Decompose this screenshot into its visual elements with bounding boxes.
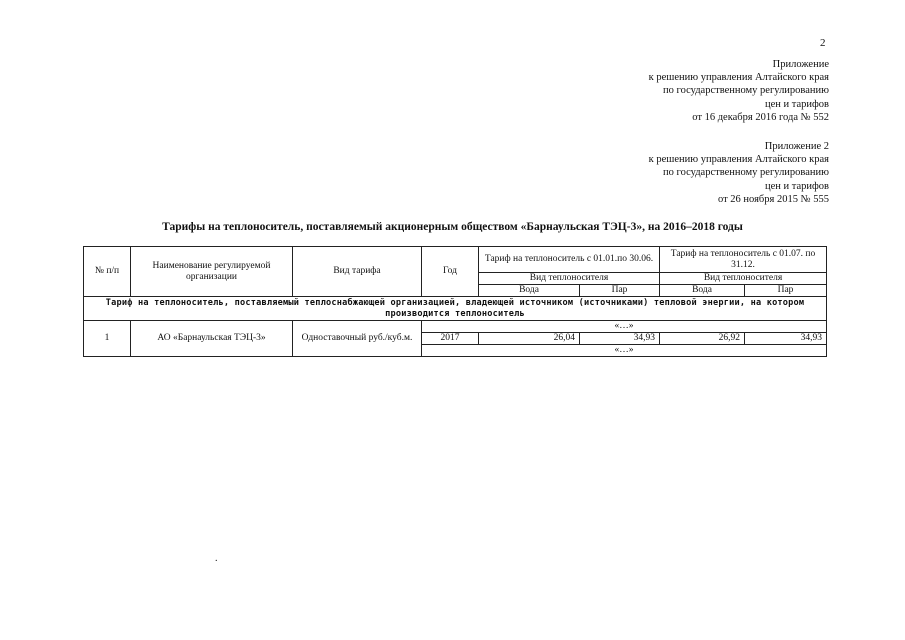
header-num: № п/п bbox=[84, 247, 131, 297]
approval-2-line: цен и тарифов bbox=[764, 180, 829, 192]
approval-1-line: к решению управления Алтайского края bbox=[648, 72, 829, 84]
row-tariff-type: Одноставочный руб./куб.м. bbox=[293, 321, 422, 357]
section-title: Тариф на теплоноситель, поставляемый теплоснабжающей организацией, владеющей источником (источниками) тепловой энергии, на котором производится теплоноситель bbox=[84, 297, 827, 321]
approval-2-line: по государственному регулированию bbox=[663, 167, 829, 179]
row-water-h2: 26,92 bbox=[660, 333, 745, 345]
tariff-table bbox=[83, 246, 827, 357]
page-number: 2 bbox=[820, 37, 826, 49]
approval-1-line: от 16 декабря 2016 года № 552 bbox=[692, 111, 829, 123]
row-ellipsis-bottom: «…» bbox=[422, 345, 827, 357]
header-water-2: Вода bbox=[660, 285, 745, 297]
header-period-2: Тариф на теплоноситель с 01.07. по 31.12. bbox=[660, 247, 827, 273]
header-org-name: Наименование регулируемой организации bbox=[131, 247, 293, 297]
row-steam-h1: 34,93 bbox=[580, 333, 660, 345]
document-title: Тарифы на теплоноситель, поставляемый акционерным обществом «Барнаульская ТЭЦ-3», на 2016–2018 годы bbox=[162, 221, 743, 233]
header-carrier-type-1: Вид теплоносителя bbox=[479, 273, 660, 285]
row-org-name: АО «Барнаульская ТЭЦ-3» bbox=[131, 321, 293, 357]
row-num: 1 bbox=[84, 321, 131, 357]
row-water-h1: 26,04 bbox=[479, 333, 580, 345]
header-steam-2: Пар bbox=[745, 285, 827, 297]
header-year: Год bbox=[422, 247, 479, 297]
approval-1-line: цен и тарифов bbox=[764, 98, 829, 110]
approval-1-line: Приложение bbox=[772, 59, 829, 70]
stray-mark: . bbox=[215, 553, 218, 564]
approval-block-2 bbox=[649, 140, 829, 206]
header-tariff-type: Вид тарифа bbox=[293, 247, 422, 297]
approval-block-1 bbox=[649, 58, 829, 124]
approval-2-line: Приложение 2 bbox=[764, 141, 829, 152]
row-steam-h2: 34,93 bbox=[745, 333, 827, 345]
header-carrier-type-2: Вид теплоносителя bbox=[660, 273, 827, 285]
row-ellipsis-top: «…» bbox=[422, 321, 827, 333]
header-period-1: Тариф на теплоноситель с 01.01.по 30.06. bbox=[479, 247, 660, 273]
header-water-1: Вода bbox=[479, 285, 580, 297]
approval-1-line: по государственному регулированию bbox=[663, 85, 829, 97]
approval-2-line: от 26 ноября 2015 № 555 bbox=[717, 193, 829, 205]
row-year: 2017 bbox=[422, 333, 479, 345]
header-steam-1: Пар bbox=[580, 285, 660, 297]
approval-2-line: к решению управления Алтайского края bbox=[648, 154, 829, 166]
